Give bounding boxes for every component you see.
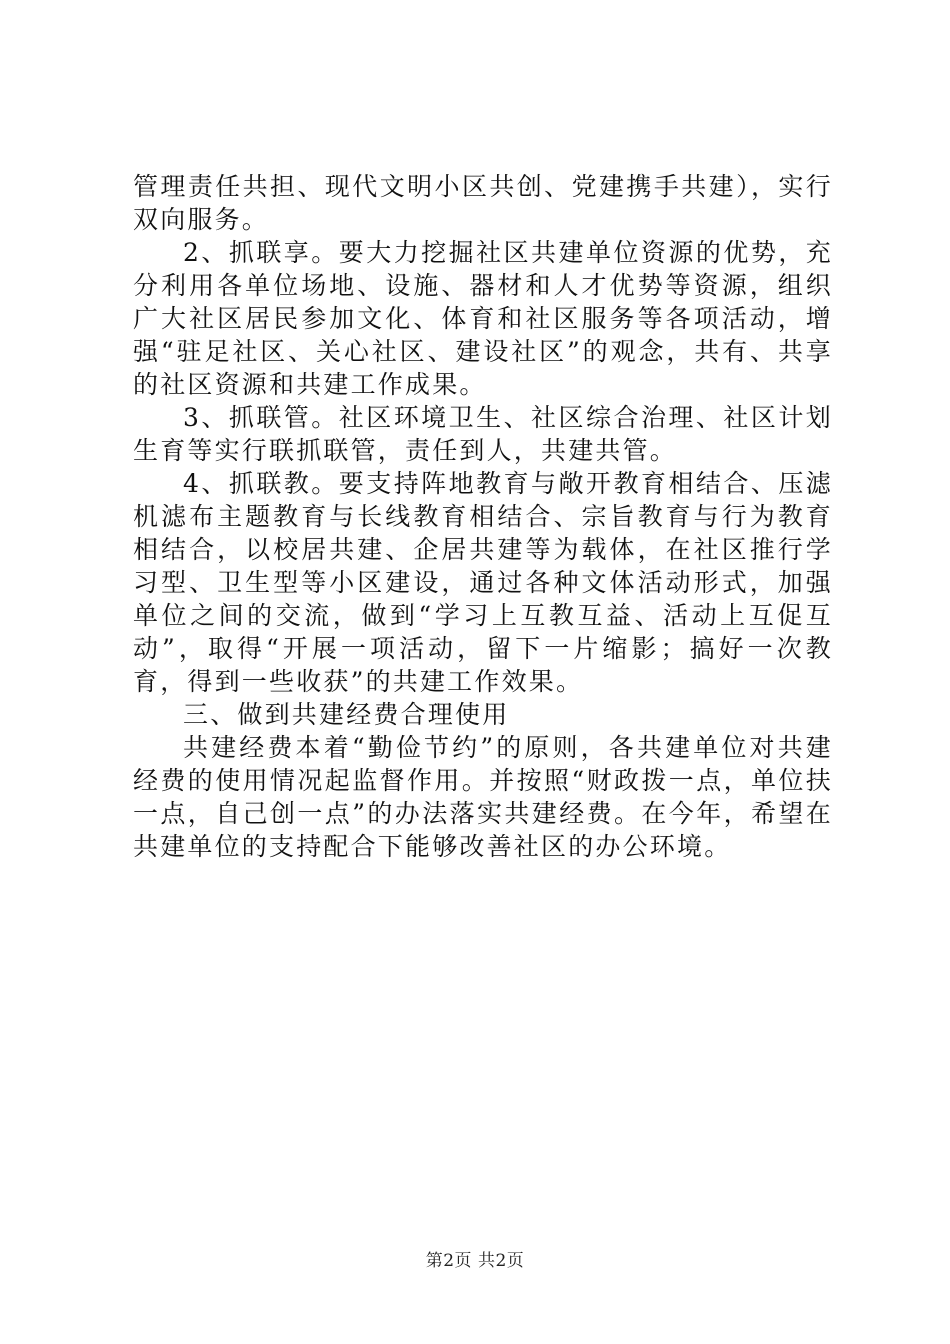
document-body (133, 170, 833, 863)
paragraph-item-2: 2、抓联享。要大力挖掘社区共建单位资源的优势，充分利用各单位场地、设施、器材和人才优势等资源，组织广大社区居民参加文化、体育和社区服务等各项活动，增强“驻足社区、关心社区、建设社区”的观念，共有、共享的社区资源和共建工作成果。 (133, 238, 833, 399)
paragraph-item-4: 4、抓联教。要支持阵地教育与敞开教育相结合、压滤机滤布主题教育与长线教育相结合、宗旨教育与行为教育相结合，以校居共建、企居共建等为载体，在社区推行学习型、卫生型等小区建设，通过各种文体活动形式，加强单位之间的交流，做到“学习上互教互益、活动上互促互动”，取得“开展一项活动，留下一片缩影；搞好一次教育，得到一些收获”的共建工作效果。 (133, 469, 833, 696)
section-heading-3: 三、做到共建经费合理使用 (183, 700, 510, 729)
paragraph-funding: 共建经费本着“勤俭节约”的原则，各共建单位对共建经费的使用情况起监督作用。并按照“财政拨一点，单位扶一点，自己创一点”的办法落实共建经费。在今年，希望在共建单位的支持配合下能够改善社区的办公环境。 (133, 733, 833, 861)
page-footer: 第2页 共2页 (425, 1251, 525, 1271)
paragraph-item-3: 3、抓联管。社区环境卫生、社区综合治理、社区计划生育等实行联抓联管，责任到人，共建共管。 (133, 403, 833, 465)
paragraph-continuation: 管理责任共担、现代文明小区共创、党建携手共建），实行双向服务。 (133, 172, 833, 234)
